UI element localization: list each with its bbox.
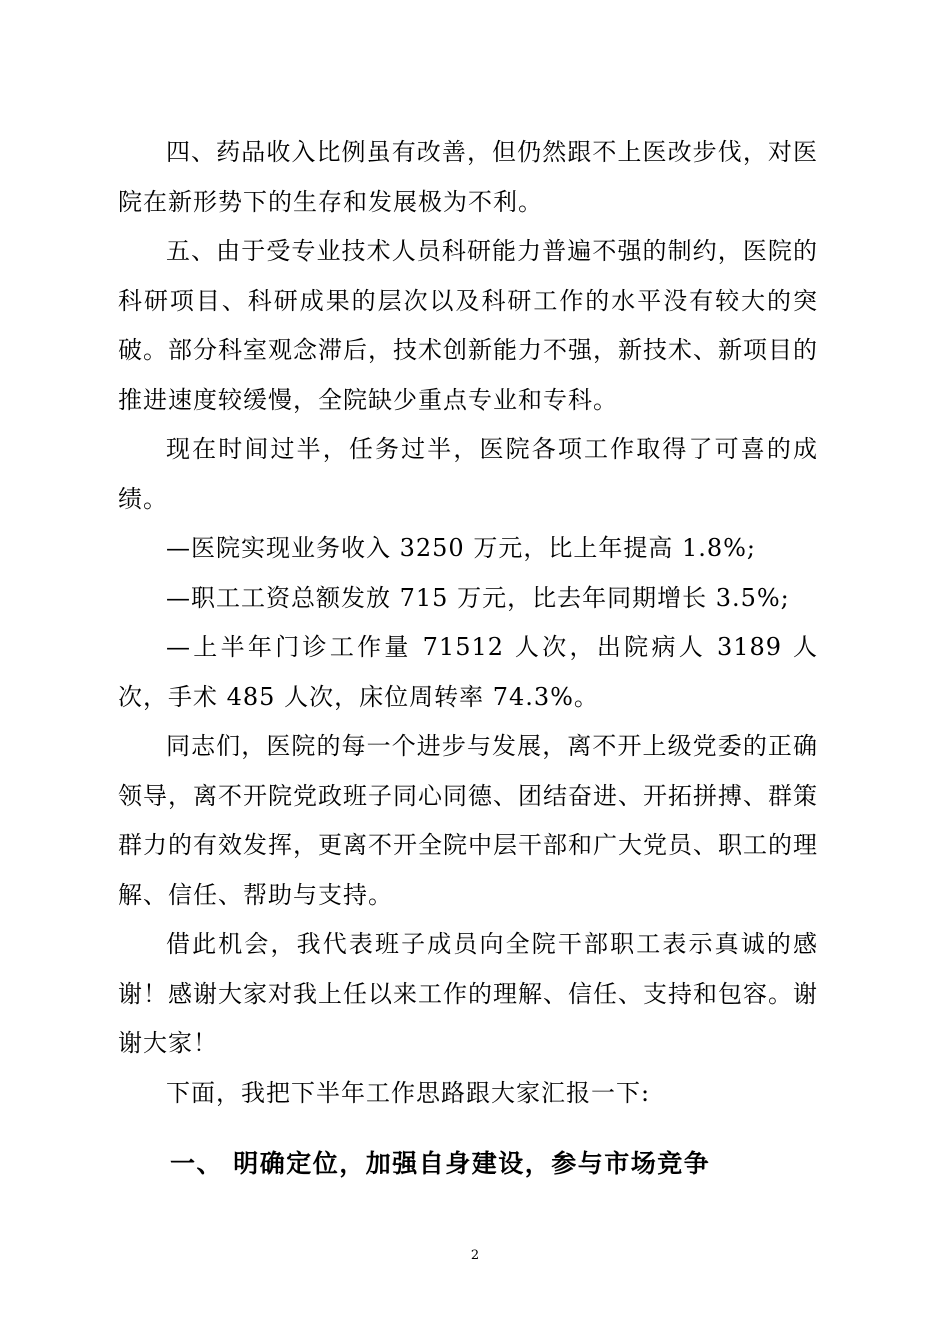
section-heading: 一、 明确定位，加强自身建设，参与市场竞争 xyxy=(170,1149,711,1178)
paragraph-next-plan: 下面，我把下半年工作思路跟大家汇报一下: xyxy=(166,1078,651,1107)
paragraph-comrades: 同志们，医院的每一个进步与发展，离不开上级党委的正确领导，离不开院党政班子同心同德、团结奋进、开拓拼搏、群策群力的有效发挥，更离不开全院中层干部和广大党员、职工的理解、信任、帮助与支持。 xyxy=(118,732,818,909)
paragraph-thanks: 借此机会，我代表班子成员向全院干部职工表示真诚的感谢！感谢大家对我上任以来工作的理解、信任、支持和包容。谢谢大家！ xyxy=(118,930,818,1057)
paragraph-drug-income: 四、药品收入比例虽有改善，但仍然跟不上医改步伐，对医院在新形势下的生存和发展极为不利。 xyxy=(118,138,818,216)
body-text xyxy=(118,128,818,1118)
page-number: 2 xyxy=(470,1248,480,1263)
paragraph-progress: 现在时间过半，任务过半，医院各项工作取得了可喜的成绩。 xyxy=(118,435,818,513)
paragraph-workload: —上半年门诊工作量 71512 人次，出院病人 3189 人次，手术 485 人次，床位周转率 74.3%。 xyxy=(118,633,818,711)
paragraph-research: 五、由于受专业技术人员科研能力普遍不强的制约，医院的科研项目、科研成果的层次以及科研工作的水平没有较大的突破。部分科室观念滞后，技术创新能力不强，新技术、新项目的推进速度较缓慢，全院缺少重点专业和专科。 xyxy=(118,237,818,414)
paragraph-wages: —职工工资总额发放 715 万元，比去年同期增长 3.5%; xyxy=(166,583,790,612)
paragraph-revenue: —医院实现业务收入 3250 万元，比上年提高 1.8%; xyxy=(166,534,757,562)
